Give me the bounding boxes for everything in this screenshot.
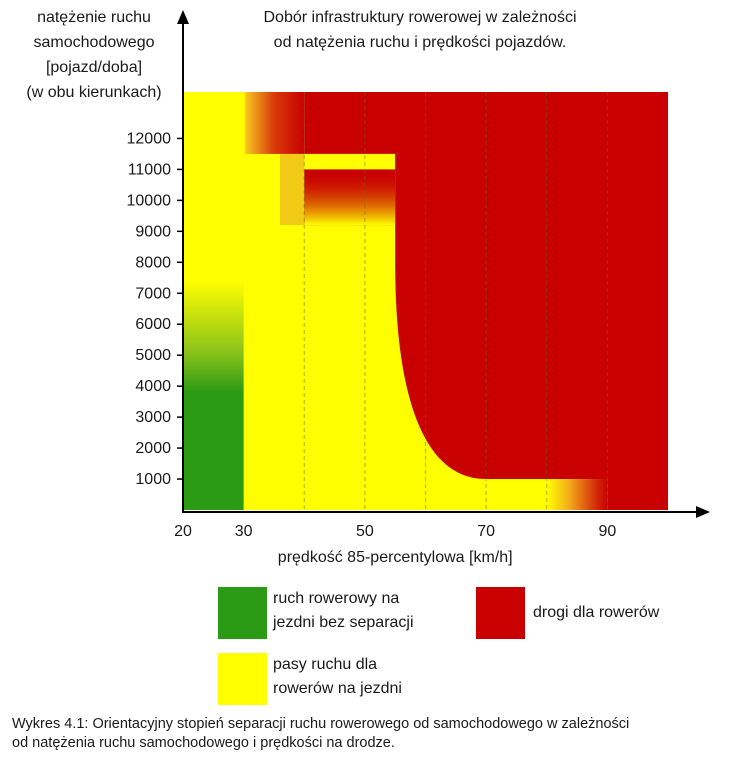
region-red-band-fade — [304, 169, 395, 225]
legend-swatch-red — [476, 587, 525, 639]
legend-swatch-green — [218, 587, 267, 639]
region-red-transition-top — [244, 92, 305, 154]
legend-label-green-line1: ruch rowerowy na — [273, 590, 400, 607]
y-axis-label-line3: [pojazd/doba] — [45, 59, 143, 76]
y-tick-label-1000: 1000 — [135, 471, 171, 489]
legend-label-yellow-line2: rowerów na jezdni — [273, 680, 402, 697]
region-green-column — [183, 92, 244, 510]
figure-caption-line2: od natężenia ruchu samochodowego i prędkości na drodze. — [12, 735, 395, 751]
legend-label-red: drogi dla rowerów — [533, 604, 660, 621]
legend-swatch-yellow — [218, 653, 267, 705]
y-tick-label-2000: 2000 — [135, 440, 171, 458]
y-tick-label-12000: 12000 — [126, 130, 171, 148]
region-red-transition-bottom — [547, 479, 608, 510]
y-tick-label-11000: 11000 — [127, 161, 171, 179]
region-red-band-edge — [280, 154, 304, 225]
chart-title-line1: Dobór infrastruktury rowerowej w zależności — [263, 9, 577, 26]
x-tick-label-20: 20 — [174, 523, 192, 540]
chart-title-line2: od natężenia ruchu i prędkości pojazdów. — [273, 34, 567, 51]
figure-caption — [12, 715, 737, 753]
y-axis-label-line2: samochodowego — [33, 34, 155, 51]
x-tick-label-50: 50 — [355, 523, 374, 540]
x-tick-label-90: 90 — [598, 523, 617, 540]
x-axis-label: prędkość 85-percentylowa [km/h] — [277, 549, 513, 566]
x-tick-label-70: 70 — [477, 523, 496, 540]
y-tick-label-6000: 6000 — [135, 316, 171, 334]
legend-label-yellow-line1: pasy ruchu dla — [273, 656, 378, 673]
y-tick-label-9000: 9000 — [135, 223, 171, 241]
y-tick-label-7000: 7000 — [135, 285, 171, 303]
x-axis-arrow — [696, 506, 710, 518]
y-axis-label-line4: (w obu kierunkach) — [26, 84, 162, 101]
y-tick-label-8000: 8000 — [135, 254, 171, 272]
y-tick-label-10000: 10000 — [126, 192, 171, 210]
y-axis-label-line1: natężenie ruchu — [37, 9, 151, 26]
y-tick-label-3000: 3000 — [135, 409, 171, 427]
y-tick-label-4000: 4000 — [135, 378, 171, 396]
legend-label-green-line2: jezdni bez separacji — [273, 614, 414, 631]
y-tick-label-5000: 5000 — [135, 347, 171, 365]
figure-caption-line1: Wykres 4.1: Orientacyjny stopień separacji ruchu rowerowego od samochodowego w zależności — [12, 716, 630, 732]
x-tick-label-30: 30 — [234, 523, 253, 540]
